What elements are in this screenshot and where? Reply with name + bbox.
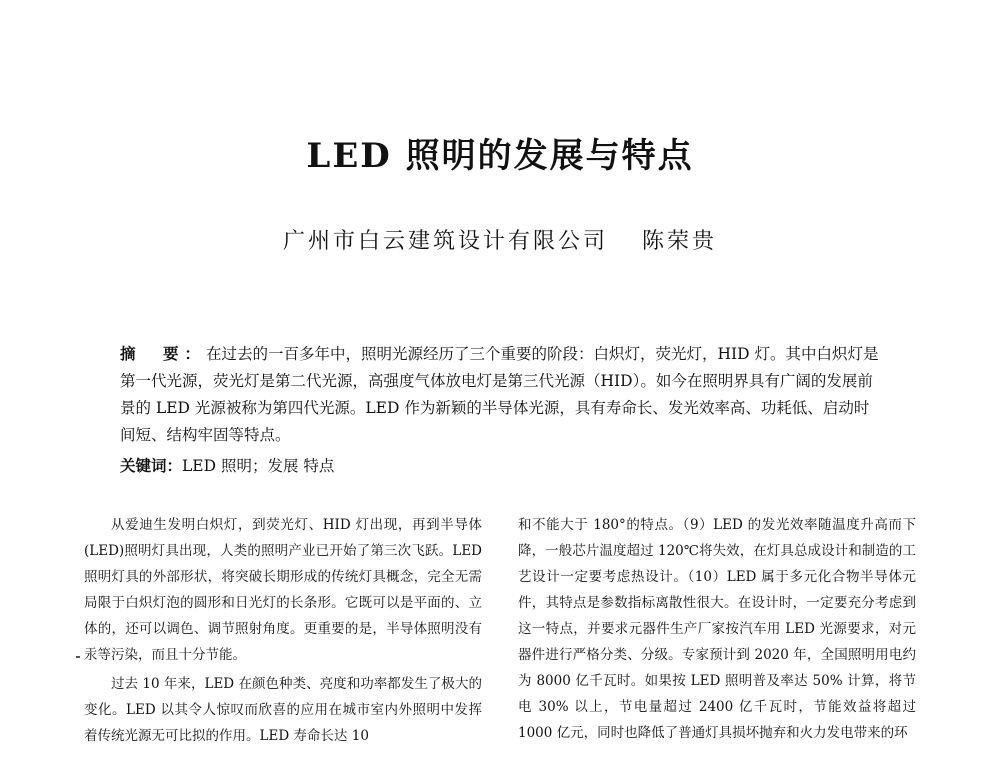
body-column-left <box>84 512 482 749</box>
abstract-text: 在过去的一百多年中，照明光源经历了三个重要的阶段：白炽灯，荧光灯，HID 灯。其中白炽灯是第一代光源，荧光灯是第二代光源，高强度气体放电灯是第三代光源（HID）。如今在照明界具有广阔的发展前景的 LED 光源被称为第四代光源。LED 作为新颖的半导体光源，具有寿命长、发光效率高、功耗低、启动时间短、结构牢固等特点。 <box>120 345 879 444</box>
article-title: LED 照明的发展与特点 <box>306 136 694 176</box>
abstract-block <box>120 340 880 480</box>
body-paragraph: 和不能大于 180°的特点。（9）LED 的发光效率随温度升高而下降，一般芯片温度超过 120℃将失效，在灯具总成设计和制造的工艺设计一定要考虑热设计。（10）LED 属于多元化合物半导体元件，其特点是参数指标离散性很大。在设计时，一定要充分考虑到这一特点，并要求元器件生产厂家按汽车用 LED 光源要求，对元器件进行严格分类、分级。专家预计到 2020 年，全国照明用电约为 8000 亿千瓦时。如果按 LED 照明普及率达 50% 计算，将节电 30% 以上，节电量超过 2400 亿千瓦时，节能效益将超过 1000 亿元，同时也降低了普通灯具损坏抛弃和火力发电带来的环 <box>518 517 916 741</box>
scan-mark <box>76 656 80 658</box>
author-organization: 广州市白云建筑设计有限公司 <box>282 229 608 254</box>
abstract-label: 摘 要： <box>120 344 207 363</box>
body-column-right <box>518 512 916 746</box>
abstract <box>120 340 880 449</box>
keywords-label: 关键词： <box>120 456 183 475</box>
byline <box>0 224 1000 255</box>
body-paragraph: 从爱迪生发明白炽灯，到荧光灯、HID 灯出现，再到半导体(LED)照明灯具出现，人类的照明产业已开始了第三次飞跃。LED 照明灯具的外部形状，将突破长期形成的传统灯具概念，完全无需局限于白炽灯泡的圆形和日光灯的长条形。它既可以是平面的、立体的，还可以调色、调节照射角度。更重要的是，半导体照明没有汞等污染，而且十分节能。 <box>84 517 482 663</box>
keywords <box>120 452 880 480</box>
author-name: 陈荣贵 <box>642 229 718 254</box>
keywords-text: LED 照明；发展 特点 <box>182 457 335 475</box>
body-paragraph: 过去 10 年来，LED 在颜色种类、亮度和功率都发生了极大的变化。LED 以其令人惊叹而欣喜的应用在城市室内外照明中发挥着传统光源无可比拟的作用。LED 寿命长达 10 <box>84 676 482 744</box>
